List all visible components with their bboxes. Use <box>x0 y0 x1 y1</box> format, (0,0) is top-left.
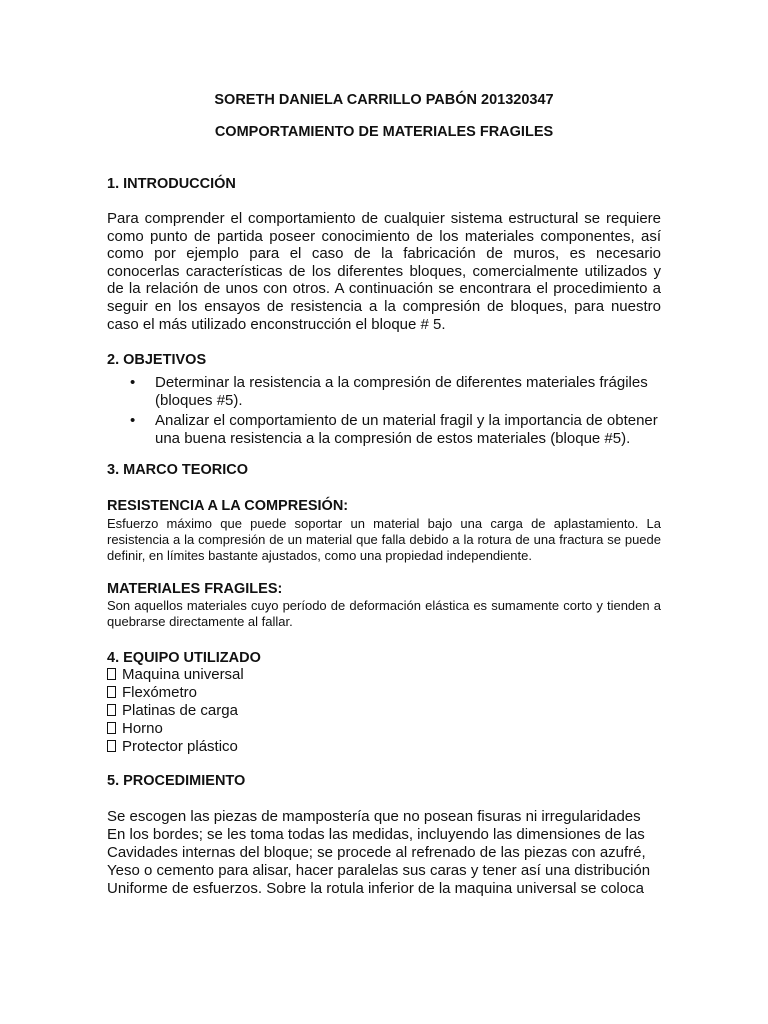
subheading-compression: RESISTENCIA A LA COMPRESIÓN: <box>107 498 349 514</box>
section-heading-equipment: 4. EQUIPO UTILIZADO <box>107 650 261 666</box>
equipment-list <box>107 666 244 756</box>
document-title: COMPORTAMIENTO DE MATERIALES FRAGILES <box>214 124 554 140</box>
objectives-list <box>130 374 661 450</box>
equipment-item: Maquina universal <box>122 666 244 683</box>
author-line: SORETH DANIELA CARRILLO PABÓN 201320347 <box>214 92 554 108</box>
list-item <box>130 412 661 447</box>
list-item <box>107 666 244 684</box>
checkbox-icon <box>107 704 116 716</box>
procedure-line: Uniforme de esfuerzos. Sobre la rotula inferior de la maquina universal se coloca <box>107 880 644 897</box>
section-heading-theory: 3. MARCO TEORICO <box>107 462 248 478</box>
procedure-paragraph <box>107 808 661 898</box>
section-heading-introduction: 1. INTRODUCCIÓN <box>107 176 236 192</box>
objective-text: Determinar la resistencia a la compresión de diferentes materiales frágiles (bloques #5). <box>155 374 648 409</box>
list-item <box>107 684 244 702</box>
checkbox-icon <box>107 722 116 734</box>
equipment-item: Horno <box>122 720 163 737</box>
section-heading-objectives: 2. OBJETIVOS <box>107 352 207 368</box>
checkbox-icon <box>107 686 116 698</box>
section-heading-procedure: 5. PROCEDIMIENTO <box>107 773 246 789</box>
bullet-icon: • <box>130 412 136 430</box>
fragile-materials-paragraph: Son aquellos materiales cuyo período de deformación elástica es sumamente corto y tienden a quebrarse directamente al fallar. <box>107 598 661 630</box>
equipment-item: Platinas de carga <box>122 702 238 719</box>
list-item <box>107 702 244 720</box>
procedure-line: Cavidades internas del bloque; se procede al refrenado de las piezas con azufré, <box>107 844 646 861</box>
checkbox-icon <box>107 740 116 752</box>
equipment-item: Flexómetro <box>122 684 198 701</box>
bullet-icon: • <box>130 374 136 391</box>
procedure-line: Se escogen las piezas de mampostería que no posean fisuras ni irregularidades <box>107 808 641 825</box>
objective-text: Analizar el comportamiento de un material fragil y la importancia de obtener una buena resistencia a la compresión de estos materiales (bloque #5). <box>155 412 658 447</box>
equipment-item: Protector plástico <box>122 738 238 755</box>
list-item <box>130 374 661 409</box>
procedure-line: En los bordes; se les toma todas las medidas, incluyendo las dimensiones de las <box>107 826 645 843</box>
subheading-fragile-materials: MATERIALES FRAGILES: <box>107 581 283 597</box>
compression-paragraph: Esfuerzo máximo que puede soportar un material bajo una carga de aplastamiento. La resistencia a la compresión de un material que falla debido a la rotura de una fractura se puede definir, en límites bastante ajustados, como una propiedad independiente. <box>107 516 661 564</box>
list-item <box>107 720 244 738</box>
procedure-line: Yeso o cemento para alisar, hacer paralelas sus caras y tener así una distribución <box>107 862 651 879</box>
list-item <box>107 738 244 756</box>
checkbox-icon <box>107 668 116 680</box>
introduction-paragraph: Para comprender el comportamiento de cualquier sistema estructural se requiere como punto de partida poseer conocimiento de los materiales componentes, así como por ejemplo para el caso de la fabricación de muros, es necesario conocerlas características de los diferentes bloques, comercialmente utilizados y de la relación de unos con otros. A continuación se encontrara el procedimiento a seguir en los ensayos de resistencia a la compresión de bloques, para nuestro caso el más utilizado enconstrucción el bloque # 5. <box>107 210 661 333</box>
